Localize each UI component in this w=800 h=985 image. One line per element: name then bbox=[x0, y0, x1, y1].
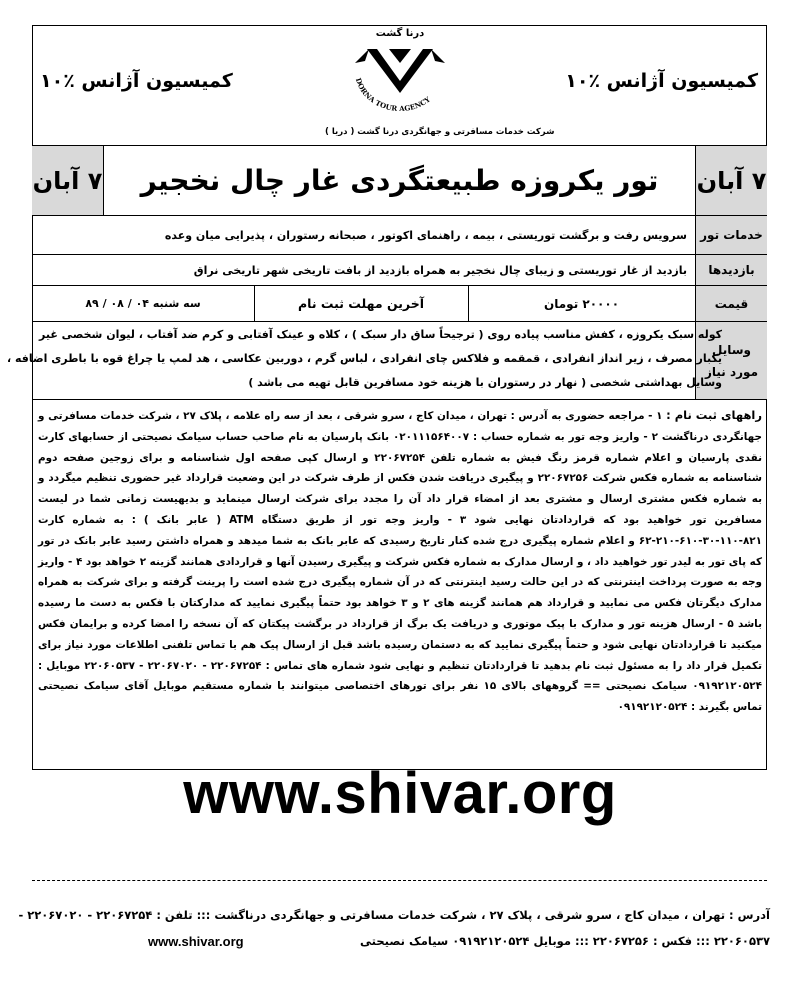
equipment-label-line2: مورد نیاز bbox=[704, 364, 758, 379]
visits-text: بازدید از غار توریستی و زیبای چال نخجیر به همراه بازدید از بافت تاریخی شهر تاریخی نراق bbox=[193, 263, 687, 277]
logo-ring-text: DORNA TOUR AGENCY bbox=[353, 76, 432, 113]
footer-website[interactable]: www.shivar.org bbox=[148, 934, 244, 949]
deadline-label: آخرین مهلت ثبت نام bbox=[298, 296, 424, 311]
footer-address: آدرس : تهران ، میدان کاج ، سرو شرقی ، پلاک ۲۷ ، شرکت خدمات مسافرتی و جهانگردی درناگشت ::: تلفن : ۲۲۰۶۷۲۵۴ - ۲۲۰۶۷۰۲۰ - bbox=[18, 908, 770, 922]
crane-logo-icon bbox=[345, 41, 455, 113]
tour-title: تور یکروزه طبیعتگردی غار چال نخجیر bbox=[140, 164, 659, 197]
date-right: ۷ آبان bbox=[695, 146, 767, 215]
equipment-line-3: وسایل بهداشتی شخصی ( نهار در رستوران با هزینه خود مسافرین قابل تهیه می باشد ) bbox=[248, 376, 722, 389]
price-divider bbox=[468, 286, 469, 321]
visits-label: بازدیدها bbox=[695, 255, 767, 285]
footer-contacts: ۲۲۰۶۰۵۳۷ ::: فکس : ۲۲۰۶۷۲۵۶ ::: موبایل ۰۹۱۹۲۱۲۰۵۲۴ سیامک نصیحتی bbox=[360, 934, 770, 948]
commission-left: ۱۰٪ کمیسیون آژانس bbox=[40, 70, 233, 92]
title-row bbox=[32, 145, 767, 215]
company-logo bbox=[325, 28, 555, 140]
website-banner[interactable]: www.shivar.org bbox=[183, 761, 617, 826]
deadline-date: سه شنبه ۰۴ / ۰۸ / ۸۹ bbox=[85, 297, 201, 310]
services-text: سرویس رفت و برگشت توریستی ، بیمه ، راهنمای اکوتور ، صبحانه رستوران ، پذیرایی میان وعده bbox=[164, 228, 687, 242]
registration-section bbox=[38, 405, 762, 765]
registration-text: ۱ - مراجعه حضوری به آدرس : تهران ، میدان کاج ، سرو شرقی ، بعد از سه راه علامه ، پلاک ۲۷ ، شرکت خدمات مسافرتی و جهانگردی درناگشت ۲ - واریز وجه تور به شماره حساب : ۰۲۰۱۱۱۵۶۴۰۰۷ بانک پارسیان به نام صاحب حساب سیامک نصیحتی از حسابهای کارت نقدی پارسیان و اعلام شماره قرمز رنگ فیش به شماره تلفن ۲۲۰۶۷۲۵۴ و ارسال کپی صفحه اول شناسنامه و برای زوجین صفحه دوم شناسنامه به شماره فکس شرکت ۲۲۰۶۷۲۵۶ و پیگیری دریافت شدن فکس از طرف شرکت در این وضعیت قرارداد غیر حضوری تنظیم میگردد و به شماره فکس مشتری ارسال و مشتری بعد از امضاء قرار داد آن را مجدد برای شرکت ارسال مینماید و بدیهیست زمانی شما در لیست مسافرین تور خواهید بود که قراردادتان نهایی شود ۳ - واریز وجه تور از طریق دستگاه ATM ( عابر بانک ) : به شماره کارت ۸۲۱-۱۱۰-۳۰-۶۱۰-۲۱۰-۶۲ و اعلام شماره پیگیری درج شده کنار تاریخ رسیدی که عابر بانک به شما میدهد و همراه داشتن رسید عابر بانک در تور که پای تور به لیدر تور خواهید داد ، و ارسال مدارک به شماره فکس شرکت و پیگیری رسیدن آنها و قراردادی همانند گزینه ۲ خواهد بود ۴ - واریز وجه به صورت پرداخت اینترنتی که در این حالت رسید اینترنتی که در آن شماره پیگیری درج شده است را پرینت گرفته و برای شرکت به همراه مدارک دیگرتان فکس می نمایید و قرارداد هم همانند گزینه های ۲ و ۳ خواهد بود حتماً پیگیری نمایید که مدارکتان با فکس به دست ما رسیده باشد ۵ - ارسال هزینه تور و مدارک با پیک موتوری و دریافت یک برگ از قرارداد در برگشت پیکتان که آن نسخه را امضا کرده و برایمان فکس میکنید تا قراردادتان نهایی شود و حتماً پیگیری نمایید که به دستمان رسیده باشد قبل از ارسال پیک هم با تماس تلفنی اطلاعات مورد نیاز برای تکمیل قرار داد را به مسئول ثبت نام بدهید تا قراردادتان تنظیم و نهایی شود شماره های تماس : ۲۲۰۶۷۲۵۴ - ۲۲۰۶۷۰۲۰ - ۲۲۰۶۰۵۳۷ موبایل : ۰۹۱۹۲۱۲۰۵۲۴ سیامک نصیحتی == گروههای بالای ۱۵ نفر برای تورهای اختصاصی میتوانند با شماره مستقیم موبایل آقای سیامک نصیحتی تماس بگیرند : ۰۹۱۹۲۱۲۰۵۲۴ bbox=[38, 410, 763, 714]
logo-top-text: درنا گشت bbox=[375, 28, 425, 39]
price-label: قیمت bbox=[695, 286, 767, 321]
services-label: خدمات تور bbox=[695, 216, 767, 254]
footer-divider bbox=[32, 880, 767, 881]
visits-row bbox=[32, 254, 767, 285]
date-left: ۷ آبان bbox=[32, 146, 104, 215]
company-subtitle: شرکت خدمات مسافرتی و جهانگردی درنا گشت ( دریا ) bbox=[325, 127, 555, 137]
equipment-label-line1: وسایل bbox=[712, 342, 751, 357]
equipment-line-1: کوله سبک یکروزه ، کفش مناسب پیاده روی ( ترجیحاً ساق دار سبک ) ، کلاه و عینک آفتابی و کرم ضد آفتاب ، لیوان شخصی غیر bbox=[38, 328, 722, 341]
equipment-line-2: یکبار مصرف ، زیر انداز انفرادی ، قمقمه و فلاکس چای انفرادی ، لباس گرم ، دوربین عکاسی ، هد لمپ یا چراغ قوه با باطری اضافه ، bbox=[6, 352, 722, 365]
deadline-divider bbox=[254, 286, 255, 321]
commission-right: ۱۰٪ کمیسیون آژانس bbox=[565, 70, 758, 92]
services-row bbox=[32, 215, 767, 254]
registration-label: راههای ثبت نام : bbox=[666, 408, 762, 422]
price-row bbox=[32, 285, 767, 321]
price-value: ۲۰۰۰۰ تومان bbox=[544, 296, 620, 311]
